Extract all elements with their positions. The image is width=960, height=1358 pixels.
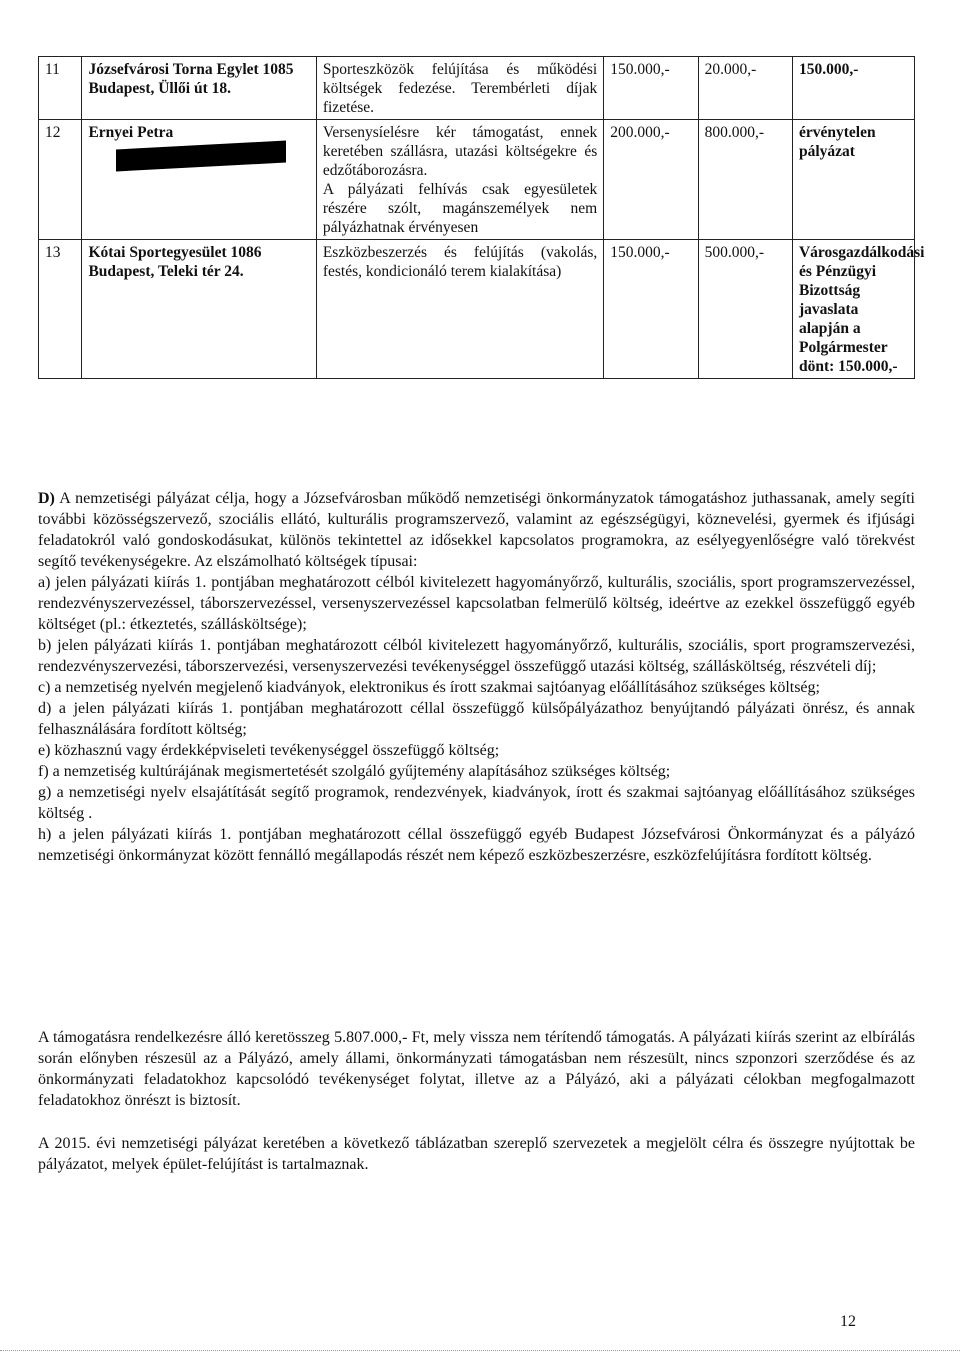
applicant-name: Józsefvárosi Torna Egylet 1085 Budapest, Üllői út 18. bbox=[82, 57, 316, 120]
previous-amount: 20.000,- bbox=[698, 57, 792, 120]
cost-item-b: b) jelen pályázati kiírás 1. pontjában meghatározott célból kivitelezett hagyományőrző, kulturális, szociális, sport programszervezési, rendezvényszervezési, táborszervezési, versenyszervezési tevékenységgel összefüggő utazási költség, szállásköltség, részvételi díj; bbox=[38, 637, 915, 675]
decision: 150.000,- bbox=[792, 57, 914, 120]
purpose-text: Versenysíelésre kér támogatást, ennek keretében szállásra, utazási költségekre és edzőtáborozásra. bbox=[322, 124, 598, 179]
scan-edge-divider bbox=[0, 1350, 960, 1352]
table-row bbox=[39, 240, 915, 379]
requested-amount: 200.000,- bbox=[604, 120, 698, 240]
row-number: 13 bbox=[39, 240, 82, 379]
purpose-text: Eszközbeszerzés és felújítás (vakolás, festés, kondicionáló terem kialakítása) bbox=[322, 244, 598, 280]
decision: Városgazdálkodási és Pénzügyi Bizottság javaslata alapján a Polgármester dönt: 150.000,- bbox=[792, 240, 914, 379]
year-2015-text: A 2015. évi nemzetiségi pályázat keretében a következő táblázatban szereplő szervezetek a megjelölt célra és összegre nyújtottak be pályázatot, melyek épület-felújítást is tartalmaznak. bbox=[38, 1135, 915, 1173]
requested-amount: 150.000,- bbox=[604, 240, 698, 379]
row-number: 11 bbox=[39, 57, 82, 120]
budget-paragraph bbox=[38, 1027, 915, 1111]
cost-item-c: c) a nemzetiség nyelvén megjelenő kiadványok, elektronikus és írott szakmai sajtóanyag előállításához szükséges költség; bbox=[38, 679, 820, 696]
cost-item-f: f) a nemzetiség kultúrájának megismertetését szolgáló gyűjtemény alapításához szükséges költség; bbox=[38, 763, 671, 780]
cost-item-a: a) jelen pályázati kiírás 1. pontjában meghatározott célból kivitelezett hagyományőrző, kulturális, szociális, sport programszervezéssel, rendezvényszervezéssel, táborszervezéssel, versenyszervezéssel kapcsolatban felmerülő költség, ideértve az ezekkel összefüggő egyéb költséget (pl.: étkeztetés, szállásköltsége); bbox=[38, 574, 915, 633]
cost-item-d: d) a jelen pályázati kiírás 1. pontjában meghatározott céllal összefüggő külsőpályázathoz benyújtandó pályázati önrész, és annak felhasználására fordított költség; bbox=[38, 700, 915, 738]
grant-purpose bbox=[316, 120, 603, 240]
purpose-note: A pályázati felhívás csak egyesületek részére szólt, magánszemélyek nem pályázhatnak érvényesen bbox=[322, 181, 598, 236]
section-d-label: D) bbox=[38, 490, 55, 507]
row-number: 12 bbox=[39, 120, 82, 240]
table-row bbox=[39, 57, 915, 120]
applicant-name: Ernyei Petra bbox=[88, 124, 174, 141]
requested-amount: 150.000,- bbox=[604, 57, 698, 120]
previous-amount: 500.000,- bbox=[698, 240, 792, 379]
page-number: 12 bbox=[840, 1313, 856, 1330]
table-row bbox=[39, 120, 915, 240]
grant-table bbox=[38, 56, 925, 379]
decision: érvénytelen pályázat bbox=[792, 120, 914, 240]
section-d-intro-text: A nemzetiségi pályázat célja, hogy a Józsefvárosban működő nemzetiségi önkormányzatok támogatáshoz juthassanak, amely segíti további közösségszervező, szociális ellátó, kulturális programszervező, valamint az egészségügyi, köznevelési, gyermek és ifjúsági feladatokról való gondoskodásukat, különös tekintettel az idősekkel kapcsolatos programokra, az esélyegyenlőségre való törekvést segítő tevékenységekre. Az elszámolható költségek típusai: bbox=[38, 490, 915, 570]
cost-item-h: h) a jelen pályázati kiírás 1. pontjában meghatározott céllal összefüggő egyéb Budapest Józsefvárosi Önkormányzat és a pályázó nemzetiségi önkormányzat között fennálló megállapodás részét nem képező eszközbeszerzésre, eszközfelújításra fordított költség. bbox=[38, 826, 915, 864]
applicant-cell bbox=[82, 120, 316, 240]
grant-purpose bbox=[316, 57, 603, 120]
redaction-bar bbox=[116, 141, 286, 172]
applicant-name: Kótai Sportegyesület 1086 Budapest, Teleki tér 24. bbox=[82, 240, 316, 379]
year-2015-paragraph bbox=[38, 1133, 915, 1175]
section-d-intro bbox=[38, 488, 915, 572]
budget-text: A támogatásra rendelkezésre álló keretösszeg 5.807.000,- Ft, mely vissza nem térítendő támogatás. A pályázati kiírás szerint az elbírálás során előnyben részesül az a Pályázó, amely állami, önkormányzati támogatásban nem részesült, nincs szponzori szerződése és az önkormányzati feladatokhoz kapcsolódó tevékenységet folytat, illetve az a Pályázó, aki a pályázati célokban megfogalmazott feladatokhoz önrészt is biztosít. bbox=[38, 1029, 915, 1109]
grant-purpose bbox=[316, 240, 603, 379]
previous-amount: 800.000,- bbox=[698, 120, 792, 240]
cost-item-g: g) a nemzetiségi nyelv elsajátítását segítő programok, rendezvények, kiadványok, írott és szakmai sajtóanyag előállításához szükséges költség . bbox=[38, 784, 915, 822]
purpose-text: Sporteszközök felújítása és működési költségek fedezése. Terembérleti díjak fizetése. bbox=[322, 61, 598, 116]
cost-item-e: e) közhasznú vagy érdekképviseleti tevékenységgel összefüggő költség; bbox=[38, 742, 500, 759]
section-d bbox=[38, 488, 915, 866]
